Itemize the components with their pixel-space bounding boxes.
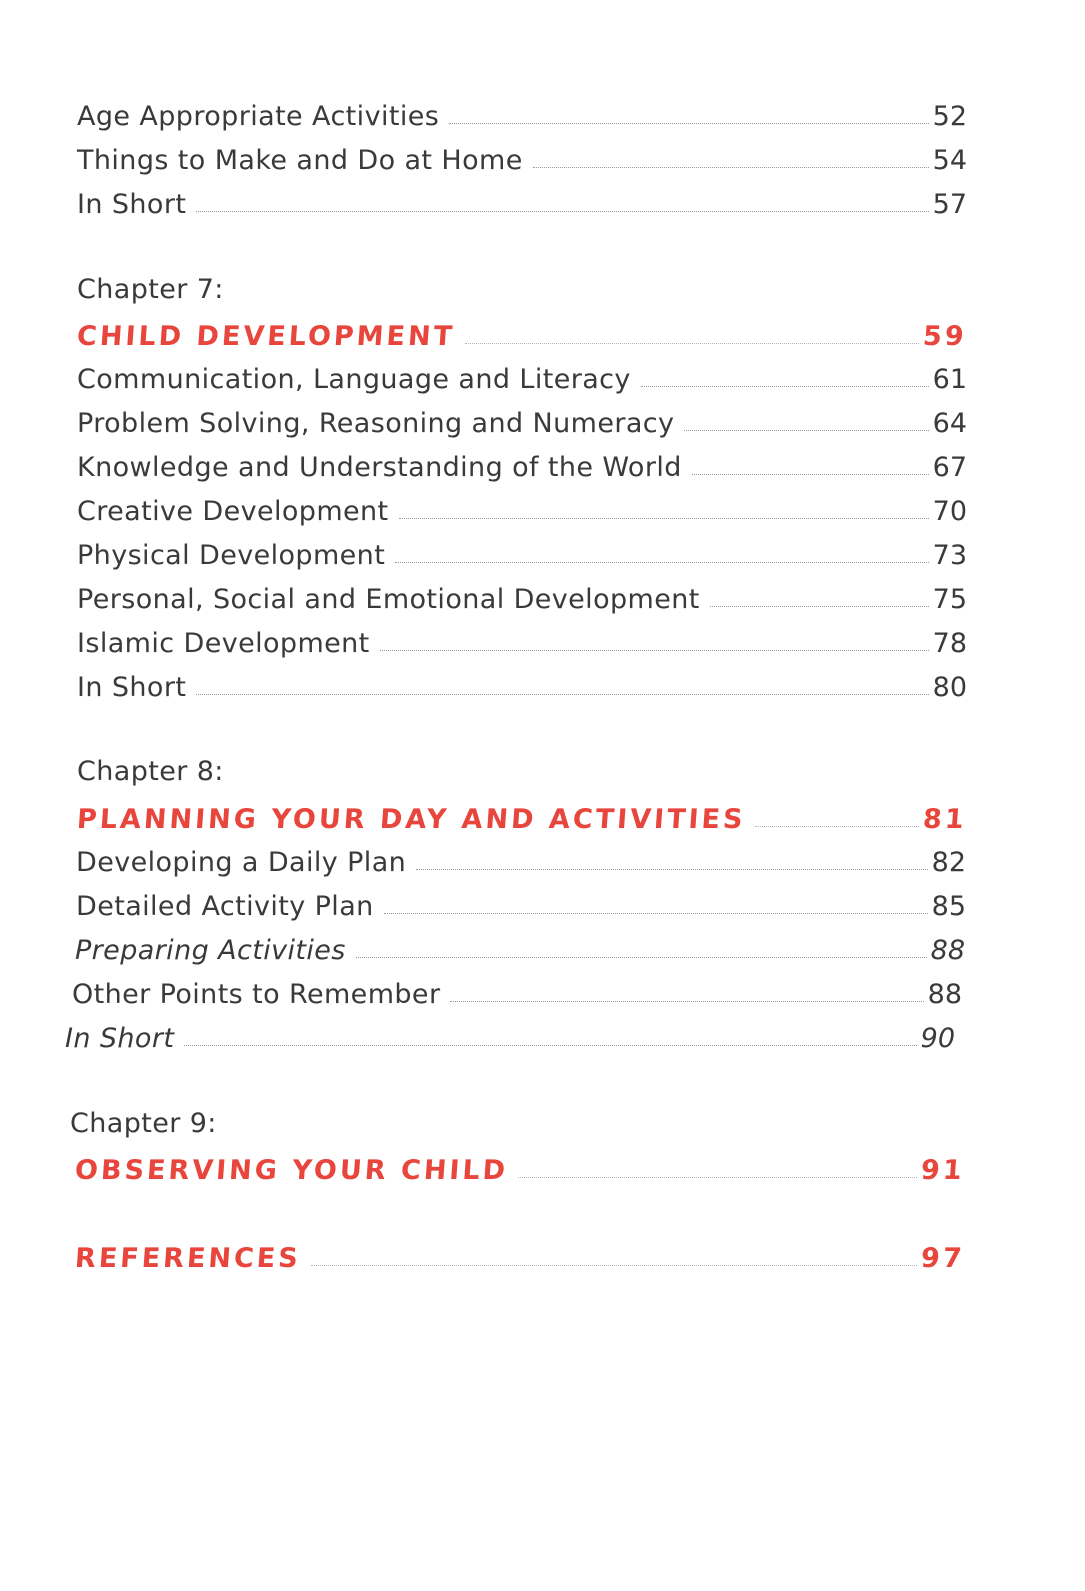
toc-entry-label: In Short bbox=[77, 671, 187, 703]
toc-entry[interactable] bbox=[77, 94, 967, 138]
dot-leader bbox=[641, 386, 929, 387]
chapter-title-entry[interactable] bbox=[75, 1148, 965, 1192]
toc-entry-page: 88 bbox=[927, 978, 962, 1010]
dot-leader bbox=[416, 869, 927, 870]
dot-leader bbox=[380, 650, 929, 651]
toc-entry[interactable] bbox=[77, 182, 967, 226]
toc-entry-label: In Short bbox=[77, 188, 187, 220]
toc-entry-page: 78 bbox=[932, 627, 967, 659]
toc-entry-label: Islamic Development bbox=[77, 627, 370, 659]
toc-entry-label: Personal, Social and Emotional Development bbox=[77, 583, 700, 615]
chapter-title: CHILD DEVELOPMENT bbox=[75, 320, 457, 352]
toc-entry-page: 67 bbox=[932, 451, 967, 483]
dot-leader bbox=[356, 957, 927, 958]
references-entry[interactable] bbox=[75, 1236, 965, 1280]
toc-entry-page: 64 bbox=[932, 407, 967, 439]
chapter-heading: Chapter 7: bbox=[77, 274, 224, 305]
chapter-title-entry[interactable] bbox=[77, 797, 967, 841]
toc-entry-page: 57 bbox=[932, 188, 967, 220]
dot-leader bbox=[196, 694, 928, 695]
dot-leader bbox=[684, 430, 928, 431]
toc-entry[interactable] bbox=[77, 665, 967, 709]
toc-entry[interactable] bbox=[77, 577, 967, 621]
toc-entry-label: Things to Make and Do at Home bbox=[77, 144, 523, 176]
dot-leader bbox=[533, 167, 929, 168]
toc-entry[interactable] bbox=[77, 621, 967, 665]
references-title: REFERENCES bbox=[73, 1242, 302, 1274]
dot-leader bbox=[399, 518, 929, 519]
chapter-title: OBSERVING YOUR CHILD bbox=[73, 1154, 510, 1186]
dot-leader bbox=[692, 474, 929, 475]
chapter-title-entry[interactable] bbox=[77, 314, 967, 358]
toc-entry-page: 54 bbox=[932, 144, 967, 176]
toc-entry-page: 90 bbox=[920, 1022, 955, 1054]
dot-leader bbox=[196, 211, 928, 212]
references-page: 97 bbox=[920, 1242, 967, 1274]
toc-entry[interactable] bbox=[77, 401, 967, 445]
dot-leader bbox=[395, 562, 928, 563]
dot-leader bbox=[184, 1045, 916, 1046]
toc-entry-label: Physical Development bbox=[77, 539, 386, 571]
toc-entry[interactable] bbox=[76, 884, 966, 928]
chapter-title-page: 91 bbox=[920, 1154, 967, 1186]
toc-entry-label: Detailed Activity Plan bbox=[76, 890, 374, 922]
dot-leader bbox=[449, 123, 928, 124]
toc-entry-label: Creative Development bbox=[77, 495, 389, 527]
toc-entry-page: 80 bbox=[932, 671, 967, 703]
toc-entry-label: Age Appropriate Activities bbox=[77, 100, 440, 132]
toc-entry-label: In Short bbox=[65, 1022, 175, 1054]
toc-entry-page: 85 bbox=[931, 890, 966, 922]
toc-entry-page: 52 bbox=[932, 100, 967, 132]
toc-entry-page: 73 bbox=[932, 539, 967, 571]
dot-leader bbox=[311, 1265, 918, 1266]
toc-entry[interactable] bbox=[77, 138, 967, 182]
chapter-title: PLANNING YOUR DAY AND ACTIVITIES bbox=[75, 803, 747, 835]
toc-entry[interactable] bbox=[76, 840, 966, 884]
toc-entry[interactable] bbox=[77, 445, 967, 489]
toc-entry-label: Other Points to Remember bbox=[72, 978, 441, 1010]
toc-entry-page: 75 bbox=[932, 583, 967, 615]
dot-leader bbox=[384, 913, 928, 914]
toc-entry-label: Preparing Activities bbox=[75, 934, 346, 966]
chapter-title-page: 59 bbox=[922, 320, 969, 352]
toc-entry[interactable] bbox=[75, 928, 965, 972]
toc-entry-label: Knowledge and Understanding of the World bbox=[77, 451, 682, 483]
toc-entry[interactable] bbox=[72, 972, 962, 1016]
toc-entry-page: 70 bbox=[932, 495, 967, 527]
dot-leader bbox=[755, 826, 919, 827]
toc-entry-page: 82 bbox=[931, 846, 966, 878]
toc-entry[interactable] bbox=[77, 533, 967, 577]
dot-leader bbox=[465, 343, 919, 344]
toc-entry-page: 88 bbox=[930, 934, 965, 966]
chapter-heading: Chapter 8: bbox=[77, 756, 224, 787]
chapter-heading: Chapter 9: bbox=[70, 1108, 217, 1139]
dot-leader bbox=[710, 606, 929, 607]
toc-entry[interactable] bbox=[77, 357, 967, 401]
chapter-title-page: 81 bbox=[922, 803, 969, 835]
toc-entry[interactable] bbox=[65, 1016, 955, 1060]
toc-entry-label: Problem Solving, Reasoning and Numeracy bbox=[77, 407, 675, 439]
toc-entry[interactable] bbox=[77, 489, 967, 533]
toc-entry-page: 61 bbox=[932, 363, 967, 395]
dot-leader bbox=[450, 1001, 923, 1002]
toc-entry-label: Communication, Language and Literacy bbox=[77, 363, 631, 395]
toc-entry-label: Developing a Daily Plan bbox=[76, 846, 407, 878]
dot-leader bbox=[518, 1177, 917, 1178]
